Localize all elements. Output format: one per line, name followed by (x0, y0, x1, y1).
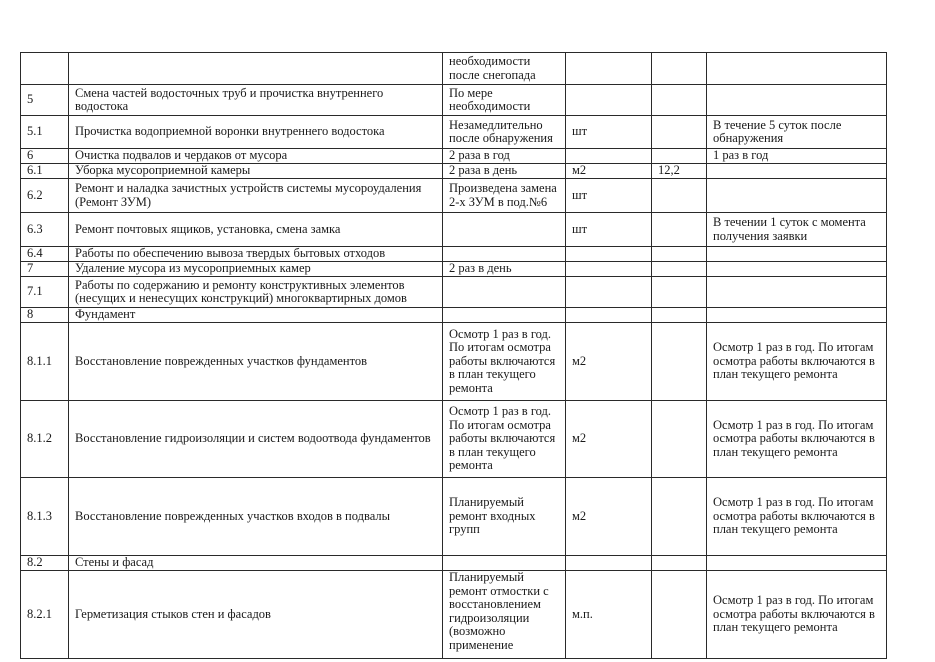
cell-unit: м2 (566, 164, 652, 179)
table-row (21, 308, 887, 323)
cell-unit (566, 53, 652, 85)
cell-norm: Осмотр 1 раз в год. По итогам осмотра работы включаются в план текущего ремонта (707, 571, 887, 659)
cell-norm: В течение 5 суток после обнаружения (707, 116, 887, 149)
cell-num: 8.2 (21, 556, 69, 571)
cell-norm: В течении 1 суток с момента получения заявки (707, 213, 887, 247)
cell-qty (652, 262, 707, 277)
cell-norm (707, 308, 887, 323)
cell-name: Ремонт почтовых ящиков, установка, смена замка (69, 213, 443, 247)
cell-period (443, 213, 566, 247)
cell-name: Герметизация стыков стен и фасадов (69, 571, 443, 659)
cell-qty (652, 401, 707, 478)
cell-qty (652, 247, 707, 262)
cell-qty (652, 179, 707, 213)
table-row (21, 164, 887, 179)
cell-period: необходимости после снегопада (443, 53, 566, 85)
cell-num: 8.1.3 (21, 478, 69, 556)
cell-norm: Осмотр 1 раз в год. По итогам осмотра работы включаются в план текущего ремонта (707, 478, 887, 556)
cell-num (21, 53, 69, 85)
cell-name: Фундамент (69, 308, 443, 323)
table-row (21, 277, 887, 308)
cell-num: 5.1 (21, 116, 69, 149)
cell-norm: Осмотр 1 раз в год. По итогам осмотра работы включаются в план текущего ремонта (707, 401, 887, 478)
cell-period (443, 556, 566, 571)
cell-num: 7 (21, 262, 69, 277)
cell-qty (652, 277, 707, 308)
cell-qty (652, 556, 707, 571)
cell-period (443, 277, 566, 308)
works-table-body (21, 53, 887, 659)
cell-norm (707, 53, 887, 85)
cell-unit (566, 308, 652, 323)
cell-unit (566, 247, 652, 262)
cell-norm (707, 179, 887, 213)
cell-qty (652, 571, 707, 659)
table-row (21, 478, 887, 556)
cell-period: Незамедлительно после обнаружения (443, 116, 566, 149)
cell-norm (707, 556, 887, 571)
cell-num: 6.3 (21, 213, 69, 247)
table-row (21, 571, 887, 659)
cell-name: Удаление мусора из мусороприемных камер (69, 262, 443, 277)
cell-num: 8.1.2 (21, 401, 69, 478)
cell-norm (707, 247, 887, 262)
table-row (21, 262, 887, 277)
cell-norm (707, 85, 887, 116)
cell-period: Осмотр 1 раз в год. По итогам осмотра работы включаются в план текущего ремонта (443, 323, 566, 401)
cell-norm (707, 262, 887, 277)
cell-name: Уборка мусороприемной камеры (69, 164, 443, 179)
cell-unit: шт (566, 116, 652, 149)
cell-unit: м2 (566, 478, 652, 556)
cell-qty (652, 308, 707, 323)
cell-name: Смена частей водосточных труб и прочистка внутреннего водостока (69, 85, 443, 116)
table-row (21, 85, 887, 116)
cell-qty (652, 323, 707, 401)
table-row (21, 179, 887, 213)
cell-name: Работы по обеспечению вывоза твердых бытовых отходов (69, 247, 443, 262)
cell-period: Планируемый ремонт входных групп (443, 478, 566, 556)
cell-period: Планируемый ремонт отмостки с восстановлением гидроизоляции (возможно применение (443, 571, 566, 659)
cell-norm: Осмотр 1 раз в год. По итогам осмотра работы включаются в план текущего ремонта (707, 323, 887, 401)
cell-num: 8.2.1 (21, 571, 69, 659)
cell-unit: шт (566, 213, 652, 247)
cell-qty (652, 85, 707, 116)
cell-qty (652, 116, 707, 149)
cell-unit: м2 (566, 401, 652, 478)
cell-norm: 1 раз в год (707, 149, 887, 164)
cell-qty: 12,2 (652, 164, 707, 179)
cell-num: 6.2 (21, 179, 69, 213)
cell-num: 5 (21, 85, 69, 116)
cell-unit (566, 262, 652, 277)
cell-num: 6 (21, 149, 69, 164)
cell-unit: м2 (566, 323, 652, 401)
cell-num: 6.4 (21, 247, 69, 262)
table-row (21, 213, 887, 247)
cell-num: 8 (21, 308, 69, 323)
cell-unit (566, 149, 652, 164)
cell-unit: м.п. (566, 571, 652, 659)
cell-qty (652, 149, 707, 164)
cell-unit (566, 556, 652, 571)
cell-name: Восстановление гидроизоляции и систем водоотвода фундаментов (69, 401, 443, 478)
cell-num: 6.1 (21, 164, 69, 179)
cell-name: Стены и фасад (69, 556, 443, 571)
cell-period: Произведена замена 2-х ЗУМ в под.№6 (443, 179, 566, 213)
cell-qty (652, 213, 707, 247)
cell-period: Осмотр 1 раз в год. По итогам осмотра работы включаются в план текущего ремонта (443, 401, 566, 478)
cell-norm (707, 164, 887, 179)
cell-period (443, 308, 566, 323)
cell-name: Прочистка водоприемной воронки внутреннего водостока (69, 116, 443, 149)
cell-norm (707, 277, 887, 308)
cell-name: Работы по содержанию и ремонту конструктивных элементов (несущих и ненесущих конструкций) многоквартирных домов (69, 277, 443, 308)
table-row (21, 116, 887, 149)
table-row (21, 401, 887, 478)
cell-unit: шт (566, 179, 652, 213)
cell-period: По мере необходимости (443, 85, 566, 116)
cell-qty (652, 478, 707, 556)
cell-name: Очистка подвалов и чердаков от мусора (69, 149, 443, 164)
cell-name (69, 53, 443, 85)
table-row (21, 556, 887, 571)
cell-unit (566, 277, 652, 308)
table-row (21, 323, 887, 401)
cell-period: 2 раза в год (443, 149, 566, 164)
cell-qty (652, 53, 707, 85)
cell-num: 7.1 (21, 277, 69, 308)
cell-period (443, 247, 566, 262)
cell-num: 8.1.1 (21, 323, 69, 401)
cell-name: Восстановление поврежденных участков входов в подвалы (69, 478, 443, 556)
cell-period: 2 раза в день (443, 164, 566, 179)
cell-period: 2 раз в день (443, 262, 566, 277)
cell-name: Ремонт и наладка зачистных устройств системы мусороудаления (Ремонт ЗУМ) (69, 179, 443, 213)
cell-name: Восстановление поврежденных участков фундаментов (69, 323, 443, 401)
cell-unit (566, 85, 652, 116)
works-table (20, 52, 887, 659)
table-row (21, 149, 887, 164)
table-row (21, 53, 887, 85)
table-row (21, 247, 887, 262)
